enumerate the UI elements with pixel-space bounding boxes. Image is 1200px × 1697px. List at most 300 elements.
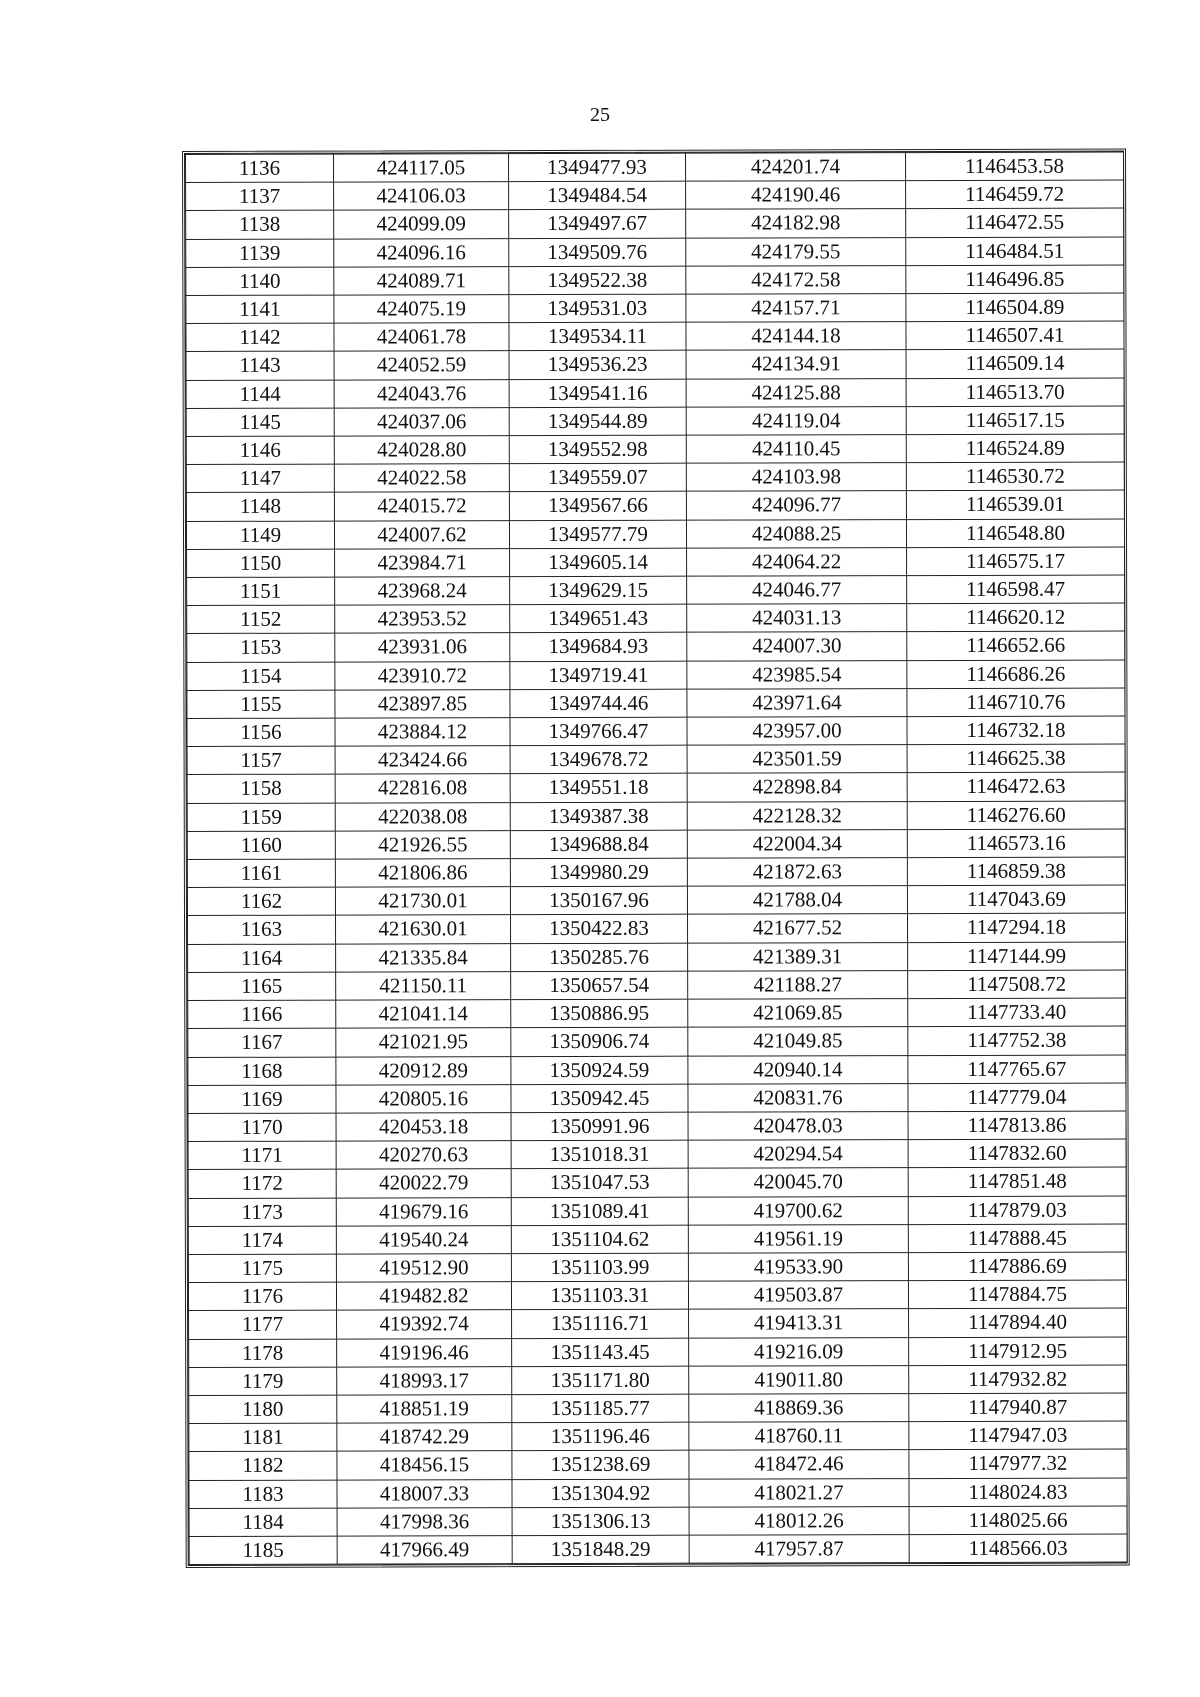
coord-y2-cell: 1147912.95 [909, 1337, 1127, 1366]
coord-x1-cell: 421150.11 [336, 972, 511, 1001]
coord-x1-cell: 424022.58 [334, 464, 509, 493]
coord-y2-cell: 1147508.72 [908, 970, 1126, 999]
table-row [187, 547, 1125, 578]
coord-x1-cell: 423984.71 [335, 548, 510, 577]
coord-y1-cell: 1349477.93 [509, 153, 686, 182]
coord-x1-cell: 422816.08 [335, 774, 510, 803]
point-number-cell: 1180 [189, 1395, 337, 1424]
coord-x2-cell: 420045.70 [688, 1168, 908, 1197]
coord-x1-cell: 418851.19 [337, 1395, 512, 1424]
table-row [189, 1421, 1127, 1452]
coord-x2-cell: 418869.36 [689, 1394, 909, 1423]
coord-y2-cell: 1146517.15 [906, 406, 1124, 435]
table-row [186, 462, 1124, 493]
table-row [186, 349, 1124, 380]
coord-x1-cell: 419512.90 [336, 1254, 511, 1283]
table-row [187, 660, 1125, 691]
coord-y2-cell: 1146504.89 [906, 293, 1124, 322]
table-row [186, 180, 1124, 211]
coord-x2-cell: 421049.85 [688, 1027, 908, 1056]
coord-y1-cell: 1349551.18 [510, 774, 687, 803]
table-row [188, 942, 1126, 973]
table-row [186, 519, 1124, 550]
coord-x2-cell: 423957.00 [687, 717, 907, 746]
coord-x2-cell: 424157.71 [686, 294, 906, 323]
table-row [188, 1139, 1126, 1170]
coord-y2-cell: 1146539.01 [906, 490, 1124, 519]
coord-y1-cell: 1349536.23 [509, 351, 686, 380]
coord-x2-cell: 418472.46 [689, 1450, 909, 1479]
coord-x2-cell: 424190.46 [686, 181, 906, 210]
coord-y2-cell: 1148024.83 [909, 1478, 1127, 1507]
coord-x1-cell: 423884.12 [335, 718, 510, 747]
coord-x2-cell: 419503.87 [688, 1281, 908, 1310]
coord-x1-cell: 423910.72 [335, 661, 510, 690]
coord-y1-cell: 1350991.96 [511, 1112, 688, 1141]
coord-x2-cell: 421788.04 [687, 886, 907, 915]
coord-y2-cell: 1147879.03 [908, 1196, 1126, 1225]
coord-x1-cell: 423897.85 [335, 690, 510, 719]
point-number-cell: 1171 [188, 1141, 336, 1170]
point-number-cell: 1159 [187, 803, 335, 832]
coord-x2-cell: 424103.98 [686, 463, 906, 492]
coord-x2-cell: 420294.54 [688, 1140, 908, 1169]
coord-x2-cell: 421677.52 [688, 914, 908, 943]
point-number-cell: 1185 [189, 1536, 337, 1565]
coord-x2-cell: 419700.62 [688, 1196, 908, 1225]
coord-x1-cell: 419540.24 [336, 1225, 511, 1254]
coord-y2-cell: 1147947.03 [909, 1421, 1127, 1450]
coord-x1-cell: 423424.66 [335, 746, 510, 775]
coord-x1-cell: 421630.01 [336, 915, 511, 944]
coord-x2-cell: 419216.09 [689, 1337, 909, 1366]
coord-x1-cell: 424096.16 [334, 238, 509, 267]
coord-x2-cell: 424007.30 [687, 632, 907, 661]
table-row [187, 631, 1125, 662]
coord-y1-cell: 1351185.77 [512, 1394, 689, 1423]
point-number-cell: 1162 [187, 887, 335, 916]
coord-y2-cell: 1146859.38 [907, 857, 1125, 886]
coord-y2-cell: 1147294.18 [908, 914, 1126, 943]
table-row [189, 1506, 1127, 1537]
coord-y2-cell: 1146513.70 [906, 378, 1124, 407]
coord-y2-cell: 1147765.67 [908, 1055, 1126, 1084]
coord-y1-cell: 1349744.46 [510, 689, 687, 718]
table-body [186, 152, 1128, 1565]
point-number-cell: 1145 [186, 408, 334, 437]
point-number-cell: 1140 [186, 267, 334, 296]
coord-y2-cell: 1147144.99 [908, 942, 1126, 971]
coord-x2-cell: 419413.31 [689, 1309, 909, 1338]
coord-x2-cell: 422898.84 [687, 773, 907, 802]
coord-y1-cell: 1351116.71 [512, 1310, 689, 1339]
point-number-cell: 1156 [187, 718, 335, 747]
coord-x2-cell: 424144.18 [686, 322, 906, 351]
point-number-cell: 1136 [186, 154, 334, 183]
coord-x2-cell: 423985.54 [687, 660, 907, 689]
coord-y1-cell: 1349509.76 [509, 238, 686, 267]
coord-y2-cell: 1146620.12 [907, 603, 1125, 632]
point-number-cell: 1172 [188, 1169, 336, 1198]
coord-y2-cell: 1146598.47 [907, 575, 1125, 604]
point-number-cell: 1183 [189, 1480, 337, 1509]
table-row [188, 1252, 1126, 1283]
coord-y1-cell: 1351171.80 [512, 1366, 689, 1395]
table-row [189, 1365, 1127, 1396]
coord-x1-cell: 424028.80 [334, 436, 509, 465]
coord-y1-cell: 1351103.31 [511, 1281, 688, 1310]
coord-y1-cell: 1349484.54 [509, 181, 686, 210]
coord-y1-cell: 1351047.53 [511, 1168, 688, 1197]
coord-y2-cell: 1147043.69 [907, 885, 1125, 914]
point-number-cell: 1141 [186, 295, 334, 324]
coord-y2-cell: 1146484.51 [906, 237, 1124, 266]
coord-y2-cell: 1147832.60 [908, 1139, 1126, 1168]
table-row [186, 406, 1124, 437]
coord-y1-cell: 1349980.29 [510, 858, 687, 887]
table-row [187, 716, 1125, 747]
coord-x1-cell: 418993.17 [337, 1366, 512, 1395]
point-number-cell: 1177 [189, 1310, 337, 1339]
coord-y2-cell: 1146686.26 [907, 660, 1125, 689]
coord-x1-cell: 417966.49 [337, 1536, 512, 1565]
coord-y1-cell: 1351196.46 [512, 1422, 689, 1451]
point-number-cell: 1146 [186, 436, 334, 465]
point-number-cell: 1137 [186, 182, 334, 211]
coord-y2-cell: 1146575.17 [907, 547, 1125, 576]
coord-x1-cell: 424089.71 [334, 266, 509, 295]
coord-x2-cell: 424046.77 [687, 576, 907, 605]
coord-y2-cell: 1147977.32 [909, 1449, 1127, 1478]
point-number-cell: 1184 [189, 1508, 337, 1537]
point-number-cell: 1178 [189, 1339, 337, 1368]
point-number-cell: 1155 [187, 690, 335, 719]
coord-y1-cell: 1351018.31 [511, 1140, 688, 1169]
table-row [189, 1534, 1127, 1565]
point-number-cell: 1154 [187, 662, 335, 691]
table-row [188, 1224, 1126, 1255]
table-row [186, 265, 1124, 296]
coord-x2-cell: 424182.98 [686, 209, 906, 238]
coord-y2-cell: 1146524.89 [906, 434, 1124, 463]
coord-x1-cell: 424061.78 [334, 323, 509, 352]
coord-x2-cell: 423971.64 [687, 688, 907, 717]
coord-y2-cell: 1146453.58 [906, 152, 1124, 181]
coord-x2-cell: 424064.22 [687, 547, 907, 576]
point-number-cell: 1151 [187, 577, 335, 606]
point-number-cell: 1168 [188, 1057, 336, 1086]
coord-x1-cell: 418742.29 [337, 1423, 512, 1452]
point-number-cell: 1138 [186, 211, 334, 240]
coord-x2-cell: 424088.25 [686, 519, 906, 548]
coord-y1-cell: 1350886.95 [511, 999, 688, 1028]
point-number-cell: 1150 [187, 549, 335, 578]
coord-x2-cell: 420940.14 [688, 1055, 908, 1084]
coord-y1-cell: 1349531.03 [509, 294, 686, 323]
table-row [188, 1280, 1126, 1311]
point-number-cell: 1143 [186, 352, 334, 381]
coord-x2-cell: 424125.88 [686, 378, 906, 407]
coord-x2-cell: 424096.77 [686, 491, 906, 520]
point-number-cell: 1147 [186, 464, 334, 493]
table-row [187, 773, 1125, 804]
table-row [189, 1393, 1127, 1424]
coord-x2-cell: 422128.32 [687, 801, 907, 830]
coord-y2-cell: 1148566.03 [909, 1534, 1127, 1563]
table-row [186, 378, 1124, 409]
coord-y1-cell: 1351304.92 [512, 1479, 689, 1508]
coord-x1-cell: 417998.36 [337, 1507, 512, 1536]
coord-y2-cell: 1146652.66 [907, 631, 1125, 660]
coord-x1-cell: 418007.33 [337, 1479, 512, 1508]
coord-y2-cell: 1147813.86 [908, 1111, 1126, 1140]
coord-y1-cell: 1349541.16 [509, 379, 686, 408]
coord-x1-cell: 421041.14 [336, 1000, 511, 1029]
coord-y1-cell: 1350167.96 [510, 886, 687, 915]
coord-x1-cell: 424117.05 [334, 154, 509, 183]
point-number-cell: 1176 [188, 1282, 336, 1311]
coord-x1-cell: 424106.03 [334, 182, 509, 211]
coord-x2-cell: 422004.34 [687, 829, 907, 858]
coord-y1-cell: 1351103.99 [511, 1253, 688, 1282]
coord-x1-cell: 419196.46 [337, 1338, 512, 1367]
point-number-cell: 1166 [188, 1000, 336, 1029]
point-number-cell: 1149 [186, 521, 334, 550]
table-row [188, 1111, 1126, 1142]
coord-x1-cell: 421926.55 [335, 831, 510, 860]
coord-y2-cell: 1146496.85 [906, 265, 1124, 294]
table-row [186, 237, 1124, 268]
coord-x2-cell: 421188.27 [688, 970, 908, 999]
coord-x1-cell: 422038.08 [335, 802, 510, 831]
coord-y1-cell: 1351848.29 [512, 1535, 689, 1564]
coord-y1-cell: 1350657.54 [511, 971, 688, 1000]
coord-y1-cell: 1349387.38 [510, 802, 687, 831]
coord-y1-cell: 1349719.41 [510, 661, 687, 690]
coord-y2-cell: 1147733.40 [908, 998, 1126, 1027]
coord-x1-cell: 420453.18 [336, 1113, 511, 1142]
coord-x1-cell: 424037.06 [334, 407, 509, 436]
coord-x1-cell: 424052.59 [334, 351, 509, 380]
table-row [188, 970, 1126, 1001]
coord-y2-cell: 1147779.04 [908, 1083, 1126, 1112]
coord-y1-cell: 1351238.69 [512, 1451, 689, 1480]
coord-x1-cell: 418456.15 [337, 1451, 512, 1480]
point-number-cell: 1175 [188, 1254, 336, 1283]
coord-x1-cell: 423968.24 [335, 577, 510, 606]
coord-x1-cell: 423931.06 [335, 633, 510, 662]
coord-y2-cell: 1147894.40 [909, 1308, 1127, 1337]
point-number-cell: 1139 [186, 239, 334, 268]
coord-y1-cell: 1349684.93 [510, 633, 687, 662]
coord-y2-cell: 1146472.63 [907, 773, 1125, 802]
coord-x1-cell: 421806.86 [335, 859, 510, 888]
table-row [188, 1167, 1126, 1198]
coord-y2-cell: 1146472.55 [906, 208, 1124, 237]
coord-y2-cell: 1146548.80 [906, 519, 1124, 548]
coord-x2-cell: 423501.59 [687, 745, 907, 774]
coord-x2-cell: 419011.80 [689, 1365, 909, 1394]
table-row [187, 688, 1125, 719]
coord-y1-cell: 1349567.66 [509, 492, 686, 521]
table-row [189, 1478, 1127, 1509]
table-row [187, 829, 1125, 860]
coord-x2-cell: 424110.45 [686, 435, 906, 464]
coord-x2-cell: 418012.26 [689, 1506, 909, 1535]
coord-x2-cell: 421872.63 [687, 858, 907, 887]
coord-y1-cell: 1349577.79 [509, 520, 686, 549]
table-row [187, 603, 1125, 634]
point-number-cell: 1153 [187, 634, 335, 663]
coord-x2-cell: 424201.74 [686, 153, 906, 182]
coord-x2-cell: 418021.27 [689, 1478, 909, 1507]
coord-x1-cell: 423953.52 [335, 605, 510, 634]
table-row [187, 801, 1125, 832]
coord-y1-cell: 1351306.13 [512, 1507, 689, 1536]
coord-y2-cell: 1146459.72 [906, 180, 1124, 209]
table-row [187, 885, 1125, 916]
coord-y1-cell: 1349629.15 [510, 576, 687, 605]
coord-y2-cell: 1147888.45 [908, 1224, 1126, 1253]
coord-x1-cell: 420022.79 [336, 1169, 511, 1198]
point-number-cell: 1170 [188, 1113, 336, 1142]
coord-y2-cell: 1148025.66 [909, 1506, 1127, 1535]
table-row [187, 575, 1125, 606]
coord-y2-cell: 1146710.76 [907, 688, 1125, 717]
coord-x2-cell: 424134.91 [686, 350, 906, 379]
coord-x2-cell: 420478.03 [688, 1112, 908, 1141]
coord-x2-cell: 421389.31 [688, 942, 908, 971]
point-number-cell: 1173 [188, 1198, 336, 1227]
coord-x1-cell: 424015.72 [334, 492, 509, 521]
table-row [189, 1449, 1127, 1480]
coord-x2-cell: 419533.90 [688, 1253, 908, 1282]
coord-x2-cell: 419561.19 [688, 1224, 908, 1253]
coord-x1-cell: 420912.89 [336, 1056, 511, 1085]
coord-y2-cell: 1146509.14 [906, 349, 1124, 378]
coord-x1-cell: 421021.95 [336, 1028, 511, 1057]
coord-y1-cell: 1349678.72 [510, 745, 687, 774]
point-number-cell: 1167 [188, 1028, 336, 1057]
coord-x2-cell: 424179.55 [686, 237, 906, 266]
coord-y1-cell: 1349522.38 [509, 266, 686, 295]
table-row [186, 434, 1124, 465]
coord-x1-cell: 421730.01 [335, 887, 510, 916]
point-number-cell: 1157 [187, 746, 335, 775]
coord-y1-cell: 1350906.74 [511, 1027, 688, 1056]
table-row [188, 1196, 1126, 1227]
point-number-cell: 1142 [186, 323, 334, 352]
point-number-cell: 1181 [189, 1423, 337, 1452]
coord-y1-cell: 1351104.62 [511, 1225, 688, 1254]
point-number-cell: 1174 [188, 1226, 336, 1255]
coord-x1-cell: 424099.09 [334, 210, 509, 239]
point-number-cell: 1179 [189, 1367, 337, 1396]
coord-y1-cell: 1349559.07 [509, 463, 686, 492]
point-number-cell: 1158 [187, 775, 335, 804]
table-row [188, 914, 1126, 945]
table-row [187, 857, 1125, 888]
coord-y1-cell: 1350422.83 [511, 915, 688, 944]
coord-y1-cell: 1349766.47 [510, 717, 687, 746]
coordinate-table-frame [182, 149, 1130, 1569]
coord-x1-cell: 420270.63 [336, 1141, 511, 1170]
table-row [186, 490, 1124, 521]
coord-y2-cell: 1147932.82 [909, 1365, 1127, 1394]
coord-y2-cell: 1147884.75 [908, 1280, 1126, 1309]
point-number-cell: 1169 [188, 1085, 336, 1114]
coord-x1-cell: 419392.74 [337, 1310, 512, 1339]
coord-y1-cell: 1349605.14 [510, 548, 687, 577]
coord-y2-cell: 1146625.38 [907, 744, 1125, 773]
coord-x1-cell: 419679.16 [336, 1197, 511, 1226]
table-row [186, 321, 1124, 352]
point-number-cell: 1164 [188, 944, 336, 973]
table-row [186, 208, 1124, 239]
coord-x2-cell: 417957.87 [689, 1535, 909, 1564]
coord-y1-cell: 1350285.76 [511, 943, 688, 972]
coord-y1-cell: 1349552.98 [509, 435, 686, 464]
coord-x2-cell: 421069.85 [688, 999, 908, 1028]
table-row [189, 1308, 1127, 1339]
coord-x2-cell: 424119.04 [686, 406, 906, 435]
point-number-cell: 1152 [187, 605, 335, 634]
coord-y1-cell: 1351089.41 [511, 1197, 688, 1226]
coord-y1-cell: 1349534.11 [509, 322, 686, 351]
coord-x2-cell: 420831.76 [688, 1083, 908, 1112]
coord-y1-cell: 1351143.45 [512, 1338, 689, 1367]
coordinate-table [185, 152, 1128, 1566]
page-number: 25 [590, 104, 610, 126]
point-number-cell: 1165 [188, 972, 336, 1001]
coord-y2-cell: 1146507.41 [906, 321, 1124, 350]
point-number-cell: 1144 [186, 380, 334, 409]
coord-y2-cell: 1146573.16 [907, 829, 1125, 858]
coord-y2-cell: 1146276.60 [907, 801, 1125, 830]
coord-x2-cell: 418760.11 [689, 1422, 909, 1451]
coord-x1-cell: 421335.84 [336, 943, 511, 972]
coord-y2-cell: 1147940.87 [909, 1393, 1127, 1422]
point-number-cell: 1161 [187, 859, 335, 888]
coord-y2-cell: 1147886.69 [908, 1252, 1126, 1281]
coord-y1-cell: 1350924.59 [511, 1056, 688, 1085]
coord-y1-cell: 1350942.45 [511, 1084, 688, 1113]
table-row [188, 1083, 1126, 1114]
table-row [186, 152, 1124, 183]
coord-x1-cell: 424007.62 [334, 520, 509, 549]
coord-x2-cell: 424031.13 [687, 604, 907, 633]
coord-y1-cell: 1349497.67 [509, 210, 686, 239]
point-number-cell: 1182 [189, 1451, 337, 1480]
coord-y1-cell: 1349651.43 [510, 604, 687, 633]
table-row [186, 293, 1124, 324]
coord-y2-cell: 1147752.38 [908, 1026, 1126, 1055]
table-row [189, 1337, 1127, 1368]
point-number-cell: 1148 [186, 493, 334, 522]
coord-y1-cell: 1349544.89 [509, 407, 686, 436]
table-row [187, 744, 1125, 775]
coord-y2-cell: 1146530.72 [906, 462, 1124, 491]
coord-y2-cell: 1147851.48 [908, 1167, 1126, 1196]
coord-y2-cell: 1146732.18 [907, 716, 1125, 745]
coord-x1-cell: 419482.82 [336, 1282, 511, 1311]
coord-x1-cell: 424075.19 [334, 295, 509, 324]
table-row [188, 1026, 1126, 1057]
table-row [188, 1055, 1126, 1086]
point-number-cell: 1163 [188, 916, 336, 945]
coord-x1-cell: 420805.16 [336, 1084, 511, 1113]
coord-y1-cell: 1349688.84 [510, 830, 687, 859]
